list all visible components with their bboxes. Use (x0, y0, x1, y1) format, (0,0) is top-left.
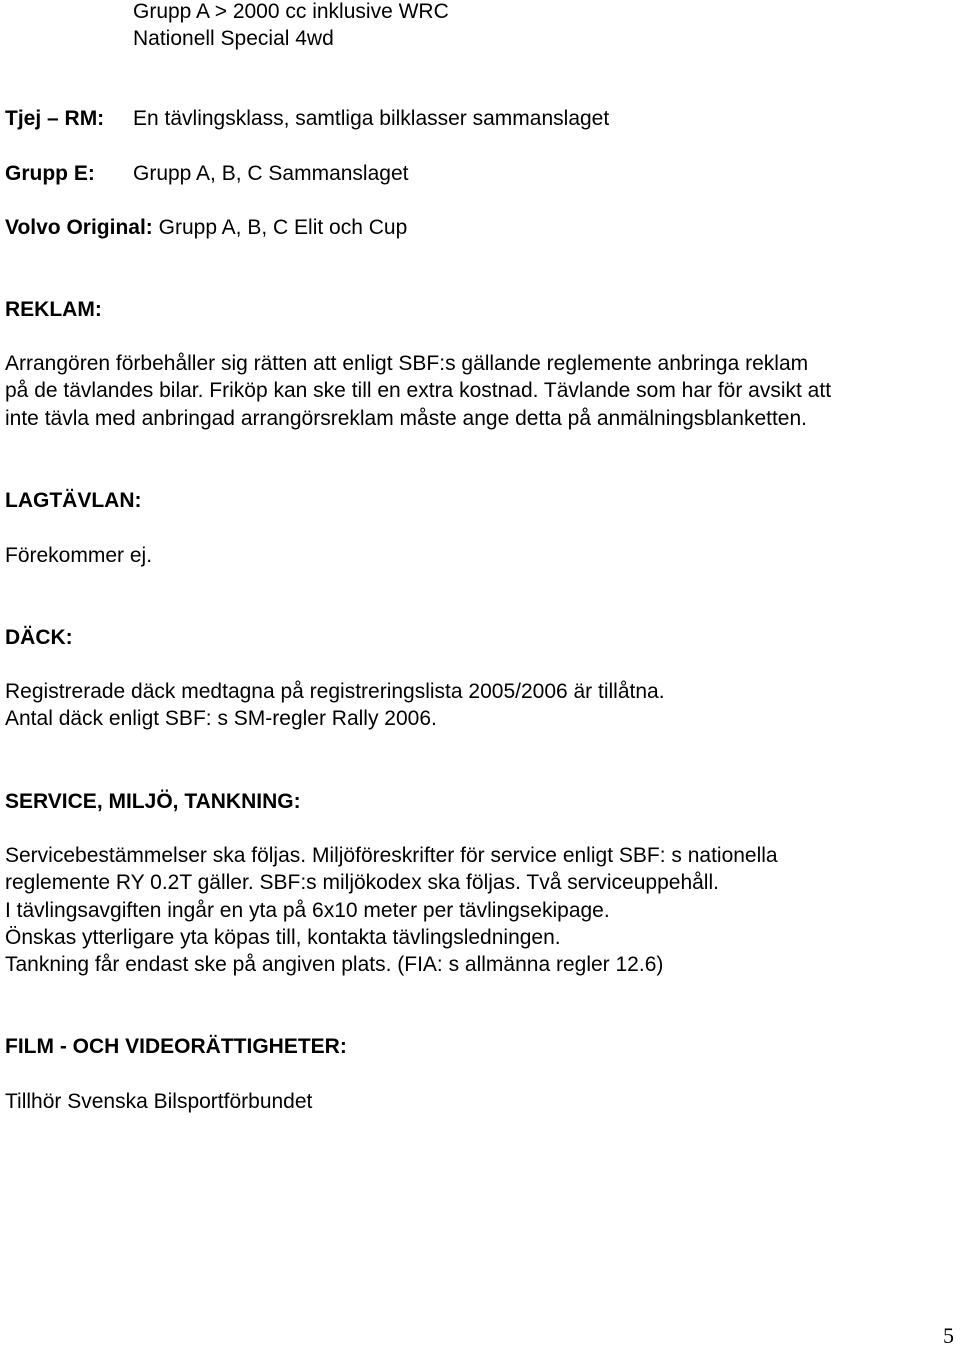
class-line: Nationell Special 4wd (133, 27, 334, 50)
grupp-e-label: Grupp E: (5, 162, 95, 185)
grupp-e-text: Grupp A, B, C Sammanslaget (133, 162, 409, 185)
service-line: Tankning får endast ske på angiven plats. (FIA: s allmänna regler 12.6) (5, 953, 664, 976)
tjej-rm-label: Tjej – RM: (5, 107, 105, 130)
reklam-line: Arrangören förbehåller sig rätten att enligt SBF:s gällande reglemente anbringa reklam (5, 352, 809, 375)
class-line: Grupp A > 2000 cc inklusive WRC (133, 0, 449, 23)
dack-line: Registrerade däck medtagna på registreringslista 2005/2006 är tillåtna. (5, 680, 665, 703)
film-heading: FILM - OCH VIDEORÄTTIGHETER: (5, 1035, 347, 1058)
reklam-heading: REKLAM: (5, 298, 102, 321)
volvo-row (5, 214, 407, 241)
service-line: I tävlingsavgiften ingår en yta på 6x10 meter per tävlingsekipage. (5, 899, 610, 922)
dack-line: Antal däck enligt SBF: s SM-regler Rally 2006. (5, 707, 437, 730)
volvo-label: Volvo Original: (5, 216, 153, 239)
reklam-line: inte tävla med anbringad arrangörsreklam måste ange detta på anmälningsblanketten. (5, 407, 807, 430)
lagtavlan-text: Förekommer ej. (5, 544, 153, 567)
reklam-line: på de tävlandes bilar. Friköp kan ske till en extra kostnad. Tävlande som har för avsikt att (5, 379, 832, 402)
volvo-text: Grupp A, B, C Elit och Cup (152, 216, 408, 239)
tjej-rm-text: En tävlingsklass, samtliga bilklasser sammanslaget (133, 107, 610, 130)
dack-heading: DÄCK: (5, 626, 73, 649)
service-line: Servicebestämmelser ska följas. Miljöföreskrifter för service enligt SBF: s nationella (5, 844, 778, 867)
service-line: Önskas ytterligare yta köpas till, kontakta tävlingsledningen. (5, 926, 561, 949)
service-line: reglemente RY 0.2T gäller. SBF:s miljökodex ska följas. Två serviceuppehåll. (5, 871, 719, 894)
service-heading: SERVICE, MILJÖ, TANKNING: (5, 790, 301, 813)
film-text: Tillhör Svenska Bilsportförbundet (5, 1090, 313, 1113)
lagtavlan-heading: LAGTÄVLAN: (5, 489, 142, 512)
page-number: 5 (943, 1323, 954, 1348)
